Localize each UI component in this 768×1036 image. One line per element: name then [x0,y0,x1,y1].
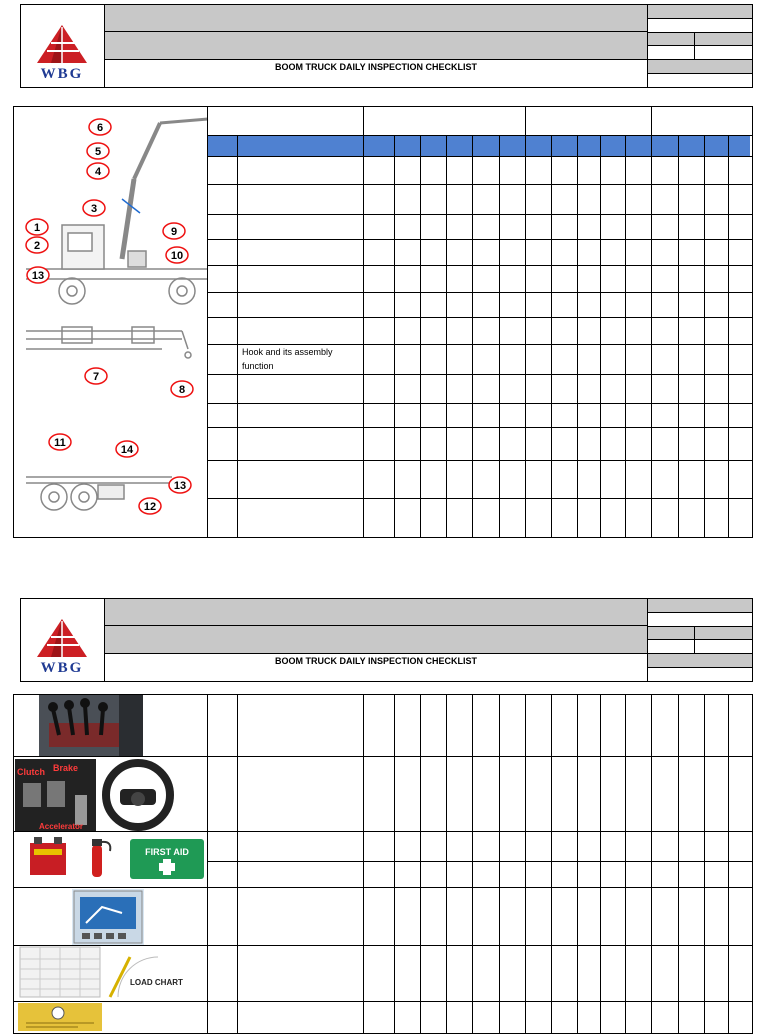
company-logo [20,4,105,88]
grid-col-line [678,135,679,537]
grid-col-line [625,135,626,537]
callout-number: 5 [94,146,102,158]
grid-row-line [207,861,752,862]
callout-number: 8 [178,384,186,396]
meta-cell-1 [647,18,753,33]
callout-number: 7 [92,371,100,383]
grid-col-line [499,135,500,157]
first-aid-label: FIRST AID [145,847,189,857]
grid-col-line [678,135,679,157]
document-title: BOOM TRUCK DAILY INSPECTION CHECKLIST [104,59,648,88]
checklist-item-hook: Hook and its assembly function [242,347,333,371]
grid-col-line [420,135,421,537]
logo-text: WBG [40,660,84,676]
grid-col-line [420,135,421,157]
grid-col-line [446,695,447,1033]
grid-row-line [207,135,752,136]
steering-wheel-photo [98,759,178,831]
grid-row-line [14,887,752,888]
logo-text: WBG [40,66,84,82]
grid-group-line [207,107,208,537]
callout-number: 6 [96,122,104,134]
grid-group-line [525,107,526,537]
header-band-top [104,598,648,626]
grid-col-line [499,695,500,1033]
meta-band-1 [647,598,753,613]
grid-col-line [600,695,601,1033]
callout-number: 1 [33,222,41,234]
meta-cell-3b [694,45,753,60]
grid-row-line [14,1001,752,1002]
grid-col-line [394,135,395,157]
company-logo [20,598,105,682]
grid-col-line [625,695,626,1033]
grid-row-line [207,374,752,375]
meta-band-2a [647,626,695,640]
grid-row-line [207,498,752,499]
grid-col-line [728,135,729,157]
grid-col-line [237,135,238,537]
grid-col-line [237,135,238,157]
grid-col-line [600,135,601,157]
grid-col-line [237,695,238,1033]
load-chart-label: LOAD CHART [130,978,183,987]
grid-col-line [577,695,578,1033]
header-band-mid [104,31,648,60]
grid-col-line [704,135,705,537]
inspection-table-2 [13,694,753,1034]
grid-col-line [551,135,552,537]
grid-col-line [704,695,705,1033]
grid-col-line [499,135,500,537]
pedal-label-clutch: Clutch [17,767,45,777]
grid-row-line [207,239,752,240]
callout-number: 11 [54,437,66,449]
grid-col-line [394,695,395,1033]
grid-row-line [207,156,752,157]
grid-col-line [600,135,601,537]
callout-number: 12 [143,501,157,513]
safety-equipment-photo [26,833,206,885]
grid-col-line [207,135,208,157]
callout-number: 14 [120,444,134,456]
grid-col-line [472,135,473,537]
grid-col-line [420,695,421,1033]
meta-cell-3a [647,45,695,60]
license-card-photo [18,1003,102,1031]
grid-col-line [625,135,626,157]
grid-col-line [651,695,652,1033]
grid-col-line [678,695,679,1033]
grid-row-line [207,265,752,266]
document-title: BOOM TRUCK DAILY INSPECTION CHECKLIST [104,653,648,682]
grid-col-line [525,135,526,157]
grid-col-line [577,135,578,157]
grid-group-line [651,107,652,537]
inspection-table-1 [13,106,753,538]
pedal-label-brake: Brake [53,763,79,773]
grid-group-line [363,107,364,537]
grid-col-line [446,135,447,537]
pedals-photo [15,759,96,831]
control-levers-photo [39,695,143,756]
load-moment-indicator-photo [72,889,144,945]
wbg-logo-icon [21,5,104,87]
meta-band-1 [647,4,753,19]
grid-col-line [651,135,652,157]
grid-col-line [394,135,395,537]
meta-band-2a [647,32,695,46]
grid-col-line [728,695,729,1033]
grid-col-line [525,695,526,1033]
grid-row-line [207,184,752,185]
boom-truck-diagram [22,109,208,535]
grid-row-line [14,945,752,946]
grid-col-line [728,135,729,537]
meta-cell-1 [647,612,753,627]
header-1 [20,4,753,88]
load-chart-photo [18,945,183,1001]
wbg-logo-icon [21,599,104,681]
grid-col-line [577,135,578,537]
pedal-label-accelerator: Accelerator [39,822,84,831]
grid-row-line [207,460,752,461]
grid-row-line [207,427,752,428]
meta-cell-5 [647,73,753,88]
meta-cell-3a [647,639,695,654]
meta-band-2b [694,32,753,46]
meta-band-4 [647,59,753,74]
callout-number: 4 [94,166,102,178]
grid-row-line [14,831,752,832]
grid-col-line [363,695,364,1033]
grid-col-line [551,135,552,157]
callout-number: 13 [31,270,45,282]
grid-col-line [207,695,208,1033]
callout-number: 10 [170,250,184,262]
table-header-row [208,136,750,156]
grid-row-line [207,214,752,215]
grid-col-line [472,695,473,1033]
meta-band-2b [694,626,753,640]
header-band-top [104,4,648,32]
meta-cell-5 [647,667,753,682]
grid-row-line [207,317,752,318]
header-band-mid [104,625,648,654]
header-2 [20,598,753,682]
grid-col-line [446,135,447,157]
grid-col-line [363,135,364,157]
grid-col-line [472,135,473,157]
meta-band-4 [647,653,753,668]
grid-row-line [207,292,752,293]
callout-number: 9 [170,226,178,238]
callout-number: 3 [90,203,98,215]
callout-number: 13 [173,480,187,492]
steering-wheel-icon [98,759,178,831]
grid-row-line [207,403,752,404]
meta-cell-3b [694,639,753,654]
callout-number: 2 [33,240,41,252]
grid-col-line [704,135,705,157]
grid-col-line [551,695,552,1033]
grid-row-line [14,756,752,757]
